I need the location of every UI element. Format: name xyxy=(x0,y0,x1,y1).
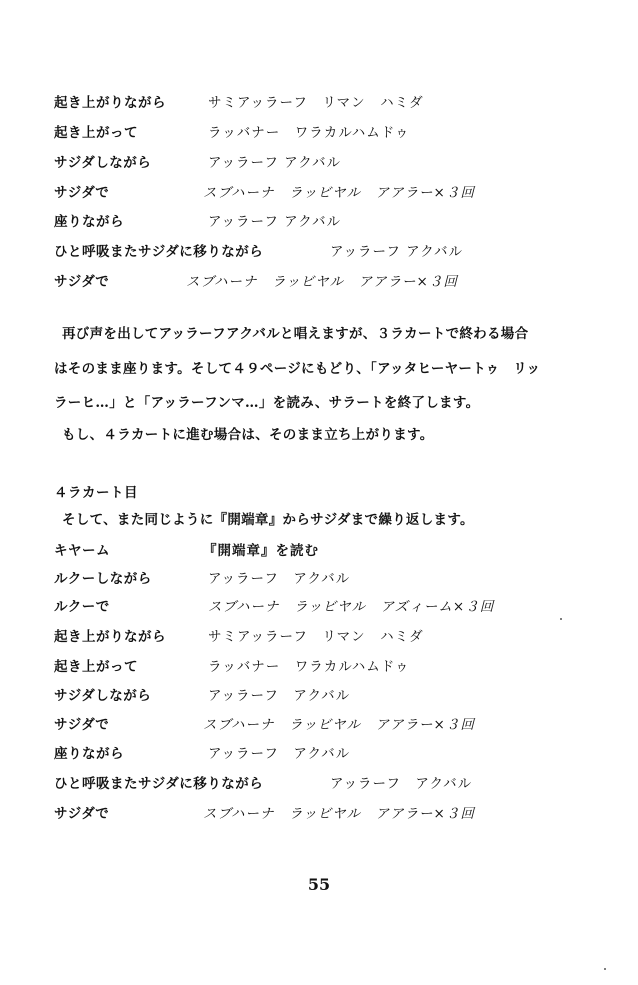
step-action: ひと呼吸またサジダに移りながら xyxy=(54,244,264,260)
step-row xyxy=(0,241,638,263)
page-number: 55 xyxy=(307,875,331,894)
step-row xyxy=(0,743,638,765)
step-action: サジダしながら xyxy=(54,688,152,704)
step-row xyxy=(0,211,638,233)
step-recitation: スブハーナ ラッビヤル アズィーム×３回 xyxy=(208,599,495,615)
step-recitation: スブハーナ ラッビヤル アアラー×３回 xyxy=(203,806,475,822)
step-row xyxy=(0,685,638,707)
step-action: 起き上がりながら xyxy=(54,95,166,111)
step-row xyxy=(0,152,638,174)
section-heading: ４ラカート目 xyxy=(54,485,138,501)
step-recitation: アッラーフ アクバル xyxy=(208,214,341,230)
step-recitation: アッラーフ アクバル xyxy=(208,688,351,704)
step-recitation: ラッバナー ワラカルハムドゥ xyxy=(208,659,410,675)
step-action: 座りながら xyxy=(54,746,124,762)
step-action: 起き上がって xyxy=(54,659,138,675)
step-row xyxy=(0,803,638,825)
step-action: サジダで xyxy=(54,274,110,290)
step-row xyxy=(0,568,638,590)
step-row xyxy=(0,92,638,114)
paragraph-line: ラーヒ…」と「アッラーフンマ…」を読み、サラートを終了します。 xyxy=(54,395,480,411)
step-action: 起き上がりながら xyxy=(54,629,166,645)
step-action: ルクーしながら xyxy=(54,571,152,587)
step-row xyxy=(0,122,638,144)
step-action: キヤーム xyxy=(54,543,110,559)
section-intro: そして、また同じように『開端章』からサジダまで繰り返します。 xyxy=(62,512,474,528)
paragraph-line: 再び声を出してアッラーフアクバルと唱えますが、３ラカートで終わる場合 xyxy=(62,326,529,342)
step-action: 座りながら xyxy=(54,214,124,230)
paragraph-line: もし、４ラカートに進む場合は、そのまま立ち上がります。 xyxy=(62,427,434,443)
step-row xyxy=(0,540,638,562)
step-action: サジダで xyxy=(54,717,110,733)
step-action: サジダで xyxy=(54,806,110,822)
step-recitation: ラッバナー ワラカルハムドゥ xyxy=(208,125,410,141)
step-recitation: アッラーフ アクバル xyxy=(208,746,351,762)
step-row xyxy=(0,271,638,293)
step-recitation: アッラーフ アクバル xyxy=(330,244,463,260)
step-recitation: サミアッラーフ リマン ハミダ xyxy=(208,629,424,645)
step-recitation: アッラーフ アクバル xyxy=(208,155,341,171)
step-row xyxy=(0,596,638,618)
step-action: ルクーで xyxy=(54,599,110,615)
step-row xyxy=(0,714,638,736)
step-action: サジダで xyxy=(54,185,110,201)
step-action: 起き上がって xyxy=(54,125,138,141)
step-recitation: 『開端章』を読む xyxy=(203,543,319,559)
paragraph-line: はそのまま座ります。そして４９ページにもどり、「アッタヒーヤートゥ リッ xyxy=(54,361,541,377)
step-recitation: スブハーナ ラッビヤル アアラー×３回 xyxy=(203,717,475,733)
step-recitation: スブハーナ ラッビヤル アアラー×３回 xyxy=(203,185,475,201)
step-recitation: アッラーフ アクバル xyxy=(330,776,473,792)
scan-speck xyxy=(604,968,606,970)
step-action: サジダしながら xyxy=(54,155,152,171)
step-recitation: サミアッラーフ リマン ハミダ xyxy=(208,95,424,111)
step-row xyxy=(0,626,638,648)
step-recitation: アッラーフ アクバル xyxy=(208,571,351,587)
step-row xyxy=(0,773,638,795)
step-row xyxy=(0,182,638,204)
scan-speck xyxy=(560,618,562,620)
step-recitation: スブハーナ ラッビヤル アアラー×３回 xyxy=(186,274,458,290)
step-row xyxy=(0,656,638,678)
step-action: ひと呼吸またサジダに移りながら xyxy=(54,776,264,792)
